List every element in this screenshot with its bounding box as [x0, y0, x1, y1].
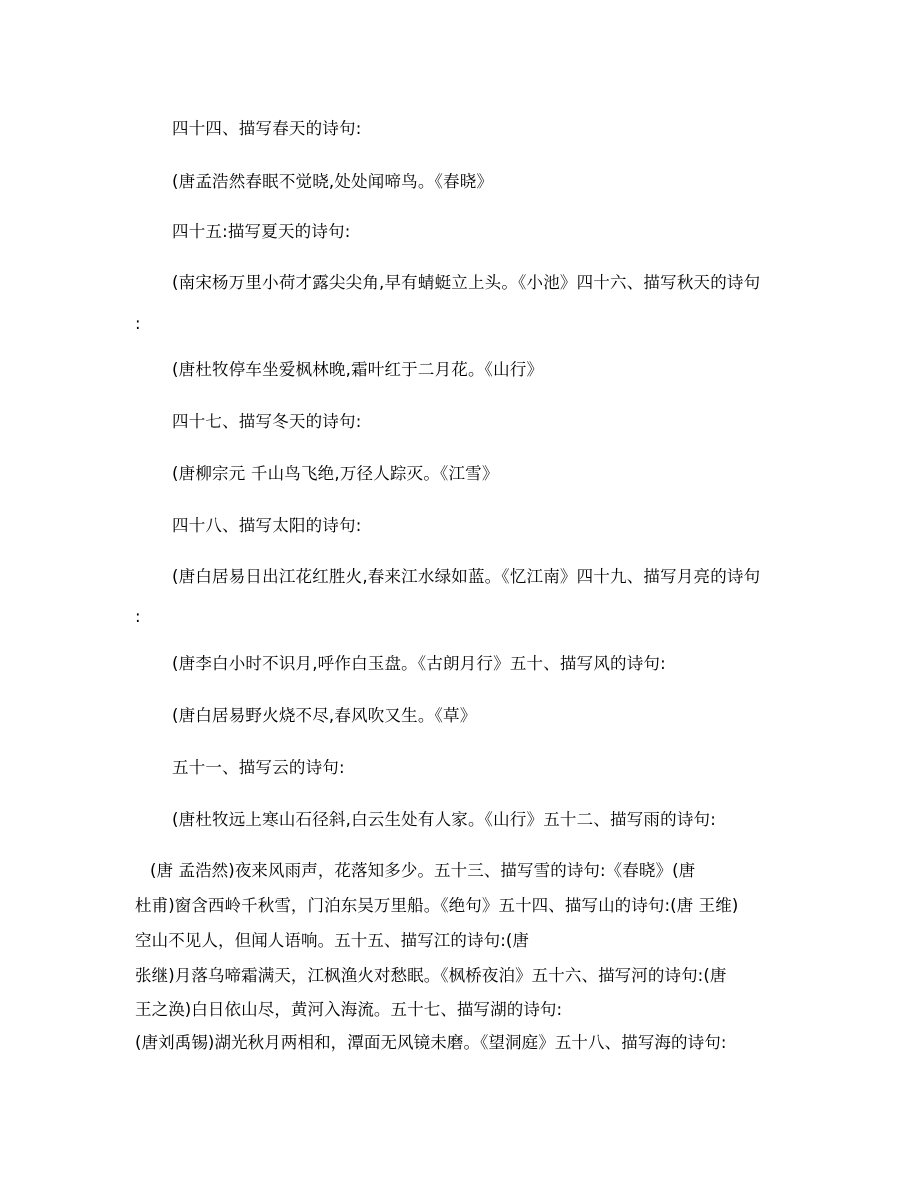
heading-44: 四十四、描写春天的诗句:: [172, 119, 362, 138]
heading-45: 四十五:描写夏天的诗句:: [172, 222, 351, 241]
poem-line-sun: (唐白居易日出江花红胜火,春来江水绿如蓝。《忆江南》四十九、描写月亮的诗句: [172, 567, 761, 586]
poem-line-winter: (唐柳宗元 千山鸟飞绝,万径人踪灭。《江雪》: [172, 464, 499, 483]
wrap-colon-1: :: [135, 314, 141, 333]
poem-line-summer: (南宋杨万里小荷才露尖尖角,早有蜻蜓立上头。《小池》四十六、描写秋天的诗句: [172, 273, 761, 292]
poem-line-spring: (唐孟浩然春眠不觉晓,处处闻啼鸟。《春晓》: [172, 172, 494, 191]
paragraph-line-1: (唐 孟浩然)夜来风雨声，花落知多少。五十三、描写雪的诗句:《春晓》(唐: [150, 861, 696, 880]
paragraph-line-3: 空山不见人，但闻人语响。五十五、描写江的诗句:(唐: [135, 931, 529, 950]
paragraph-line-6: (唐刘禹锡)湖光秋月两相和，潭面无风镜未磨。《望洞庭》五十八、描写海的诗句:: [135, 1033, 727, 1052]
poem-line-cloud: (唐杜牧远上寒山石径斜,白云生处有人家。《山行》五十二、描写雨的诗句:: [172, 810, 716, 829]
paragraph-line-5: 王之涣)白日依山尽，黄河入海流。五十七、描写湖的诗句:: [135, 1000, 563, 1019]
poem-line-autumn: (唐杜牧停车坐爱枫林晚,霜叶红于二月花。《山行》: [172, 360, 544, 379]
heading-51: 五十一、描写云的诗句:: [172, 758, 345, 777]
paragraph-line-2: 杜甫)窗含西岭千秋雪，门泊东吴万里船。《绝句》五十四、描写山的诗句:(唐 王维): [135, 896, 739, 915]
wrap-colon-2: :: [135, 607, 141, 626]
heading-47: 四十七、描写冬天的诗句:: [172, 412, 362, 431]
paragraph-line-4: 张继)月落乌啼霜满天，江枫渔火对愁眠。《枫桥夜泊》五十六、描写河的诗句:(唐: [135, 966, 727, 985]
poem-line-moon: (唐李白小时不识月,呼作白玉盘。《古朗月行》五十、描写风的诗句:: [172, 654, 666, 673]
heading-48: 四十八、描写太阳的诗句:: [172, 516, 362, 535]
poem-line-wind: (唐白居易野火烧不尽,春风吹又生。《草》: [172, 706, 477, 725]
